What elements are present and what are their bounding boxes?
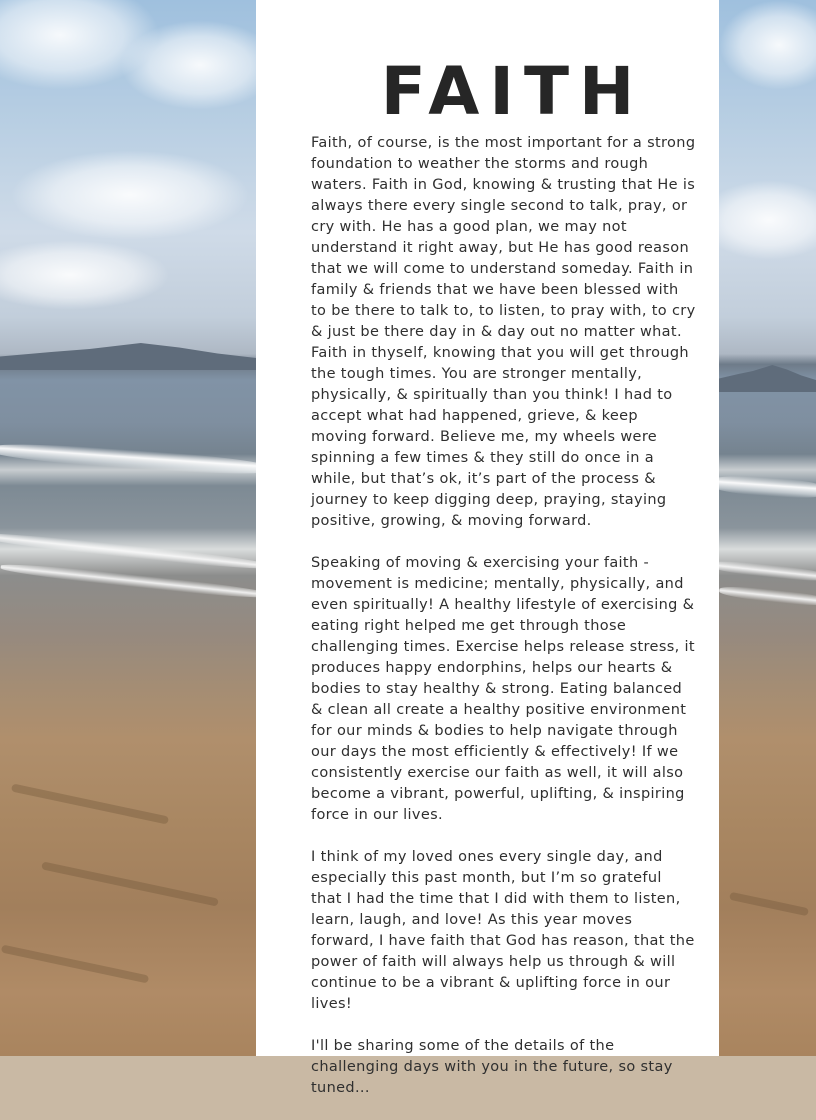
cloud [719, 0, 816, 90]
sand-track [11, 783, 169, 824]
paragraph-3: I think of my loved ones every single day, and especially this past month, but I’m so grateful that I had the time that I did with them to listen, learn, laugh, and love! As this year moves forward, I have faith that God has reason, that the power of faith will always help us through & will continue to be a vibrant & uplifting force in our lives! [311, 849, 695, 1012]
wave-crest [719, 474, 816, 500]
cloud [0, 240, 170, 310]
paragraph-4: I'll be sharing some of the details of the challenging days with you in the future, so stay tuned... [311, 1038, 673, 1096]
cloud [719, 180, 816, 260]
distant-mountains [0, 340, 256, 370]
wave-foam [0, 561, 256, 601]
wave-foam [719, 584, 816, 607]
wave-foam [719, 559, 816, 583]
cloud [120, 20, 256, 110]
sand-track [729, 892, 809, 916]
article-body [311, 133, 697, 1120]
text-panel [256, 0, 719, 1096]
sand-track [41, 861, 219, 906]
page-title: FAITH [380, 53, 645, 130]
sand-track [1, 944, 149, 983]
distant-mountains [719, 362, 816, 392]
beach-photo-right [719, 0, 816, 1056]
paragraph-2: Speaking of moving & exercising your faith - movement is medicine; mentally, physically, and even spiritually! A healthy lifestyle of exercising & eating right helped me get through those challenging times. Exercise helps release stress, it produces happy endorphins, helps our hearts & bodies to stay healthy & strong. Eating balanced & clean all create a healthy positive environment for our minds & bodies to help navigate through our days the most efficiently & effectively! If we consistently exercise our faith as well, it will also become a vibrant, powerful, uplifting, & inspiring force in our lives. [311, 555, 695, 823]
wave-crest [0, 440, 256, 477]
beach-photo-left [0, 0, 256, 1056]
paragraph-1: Faith, of course, is the most important for a strong foundation to weather the storms and rough waters. Faith in God, knowing & trusting that He is always there every single second to talk, pray, or cry with. He has a good plan, we may not understand it right away, but He has good reason that we will come to understand someday. Faith in family & friends that we have been blessed with to be there to talk to, to listen, to pray with, to cry & just be there day in & day out no matter what. Faith in thyself, knowing that you will get through the tough times. You are stronger mentally, physically, & spiritually than you think! I had to accept what had happened, grieve, & keep moving forward. Believe me, my wheels were spinning a few times & they still do once in a while, but that’s ok, it’s part of the process & journey to keep digging deep, praying, staying positive, growing, & moving forward. [311, 135, 696, 529]
cloud [10, 150, 250, 240]
